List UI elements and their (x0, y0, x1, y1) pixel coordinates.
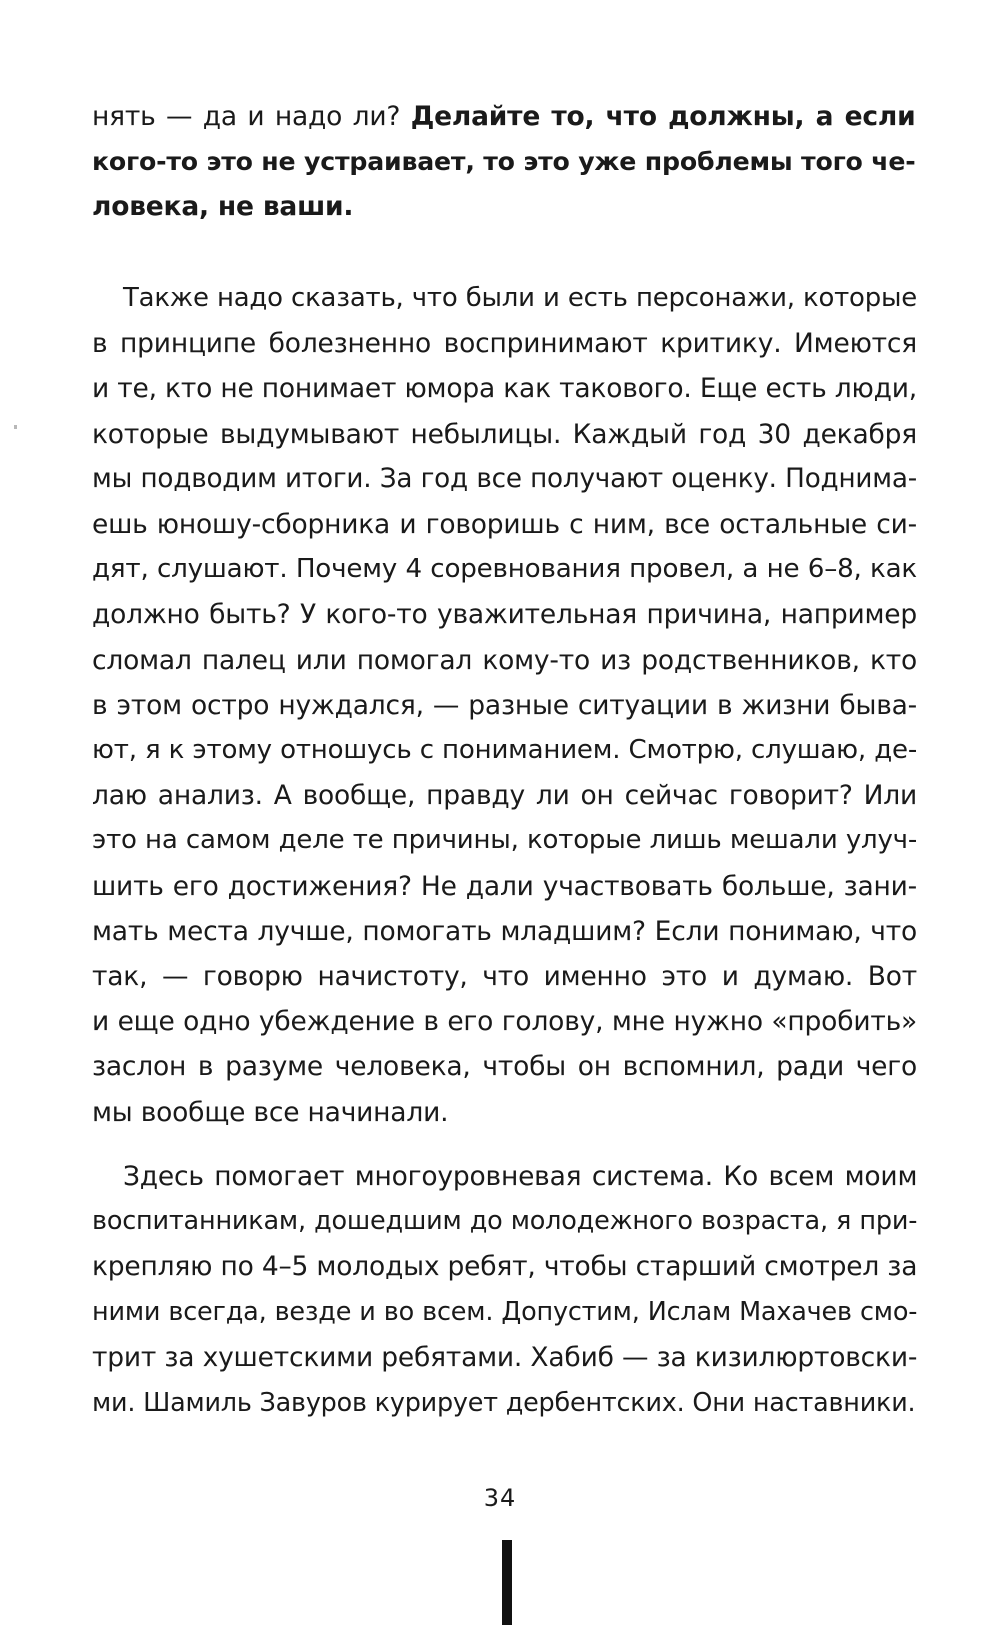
scan-speck (14, 425, 17, 429)
text-line (92, 592, 917, 637)
text-line (92, 1335, 917, 1380)
text-line (92, 94, 916, 139)
text-line (92, 502, 917, 547)
bleed-mark (502, 1540, 512, 1625)
text-line (92, 1244, 917, 1289)
text-run: должно быть? У кого-то уважительная причина, например (92, 599, 918, 631)
text-line (92, 366, 917, 411)
text-line (92, 412, 917, 457)
text-line (92, 638, 917, 683)
text-line (92, 139, 916, 184)
text-line (92, 773, 917, 818)
text-run: это на самом деле те причины, которые лишь мешали улуч- (92, 825, 918, 856)
text-run: мы вообще все начинали. (92, 1096, 449, 1128)
text-line (92, 184, 916, 229)
text-run: заслон в разуме человека, чтобы он вспомнил, ради чего (92, 1051, 918, 1083)
text-run: в принципе болезненно воспринимают критику. Имеются (92, 328, 918, 360)
text-line (92, 276, 917, 321)
text-line (92, 864, 917, 909)
text-line (92, 909, 917, 954)
text-run: мы подводим итоги. За год все получают оценку. Поднима- (92, 463, 918, 494)
paragraph-2 (92, 276, 917, 1135)
text-run: которые выдумывают небылицы. Каждый год 30 декабря (92, 418, 918, 450)
text-run: ешь юношу-сборника и говоришь с ним, все остальные си- (92, 509, 918, 541)
bold-text-run: ловека, не ваши. (92, 191, 354, 223)
text-line (92, 457, 917, 502)
text-run: дят, слушают. Почему 4 соревнования провел, а не 6–8, как (92, 554, 918, 585)
text-line (92, 1044, 917, 1089)
text-line (92, 1199, 917, 1244)
text-line (92, 728, 917, 773)
text-run: в этом остро нуждался, — разные ситуации в жизни быва- (92, 689, 918, 721)
text-run: крепляю по 4–5 молодых ребят, чтобы старший смотрел за (92, 1251, 918, 1283)
text-line (92, 1380, 917, 1425)
text-line (92, 547, 917, 592)
text-run: ними всегда, везде и во всем. Допустим, Ислам Махачев смо- (92, 1296, 918, 1327)
paragraph-1 (92, 94, 916, 230)
text-run: Также надо сказать, что были и есть персонажи, которые (123, 283, 918, 313)
text-line (92, 999, 917, 1044)
text-line (92, 954, 917, 999)
text-run: ют, я к этому отношусь с пониманием. Смотрю, слушаю, де- (92, 735, 918, 766)
text-line (92, 1290, 917, 1335)
text-run: и еще одно убеждение в его голову, мне нужно «пробить» (92, 1006, 918, 1038)
text-run: воспитанникам, дошедшим до молодежного возраста, я при- (92, 1206, 918, 1237)
text-run: сломал палец или помогал кому-то из родственников, кто (92, 644, 918, 676)
bold-text-run: кого-то это не устраивает, то это уже проблемы того че- (92, 147, 916, 177)
text-run: нять — да и надо ли? (92, 101, 411, 132)
text-run: трит за хушетскими ребятами. Хабиб — за кизилюртовски- (92, 1341, 918, 1373)
paragraph-3 (92, 1154, 917, 1425)
text-run: лаю анализ. А вообще, правду ли он сейчас говорит? Или (92, 780, 918, 812)
text-line (92, 818, 917, 863)
text-run: и те, кто не понимает юмора как такового. Еще есть люди, (92, 373, 918, 405)
text-run: так, — говорю начистоту, что именно это и думаю. Вот (92, 961, 918, 993)
page-number: 34 (483, 1484, 517, 1512)
bold-text-run: Делайте то, что должны, а если (410, 101, 916, 132)
text-line (92, 321, 917, 366)
text-run: мать места лучше, помогать младшим? Если понимаю, что (92, 915, 918, 947)
text-run: ми. Шамиль Завуров курирует дербентских. Они наставники. (92, 1387, 916, 1418)
text-run: шить его достижения? Не дали участвовать больше, зани- (92, 870, 918, 902)
text-line (92, 683, 917, 728)
text-line (92, 1154, 917, 1199)
text-line (92, 1090, 917, 1135)
text-run: Здесь помогает многоуровневая система. Ко всем моим (123, 1161, 918, 1192)
